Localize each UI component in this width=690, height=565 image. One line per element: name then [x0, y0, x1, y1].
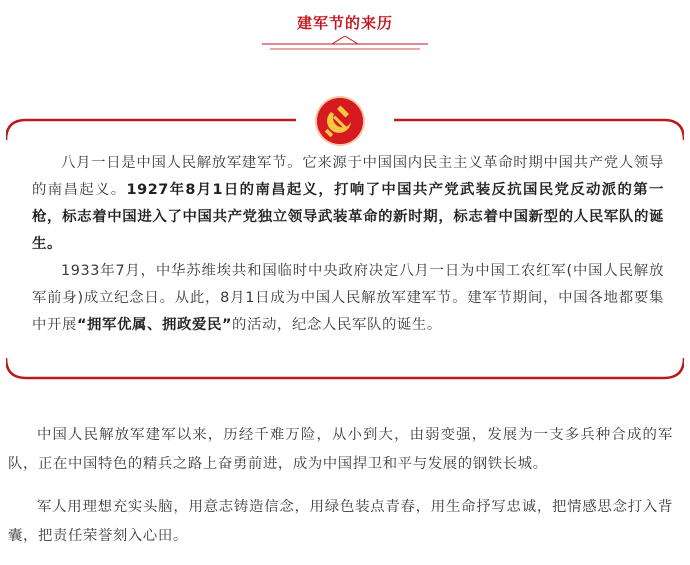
p1-bold-text: 1927年8月1日的南昌起义，打响了中国共产党武装反抗国民党反动派的第一枪，标志着中国进入了中国共产党独立领导武装革命的新时期，标志着中国新型的人民军队的诞生。	[32, 182, 664, 252]
p2-text-end: 的活动，纪念人民军队的诞生。	[232, 317, 442, 333]
paragraph-3: 中国人民解放军建军以来，历经千难万险，从小到大，由弱变强，发展为一支多兵种合成的军队，正在中国特色的精兵之路上奋勇前进，成为中国捍卫和平与发展的钢铁长城。	[8, 427, 673, 472]
paragraph-1	[32, 150, 664, 258]
hammer-and-sickle-icon	[317, 98, 363, 144]
p1-text: 八月一日是中国人民解放军建军节。它来源于中国国内民主主义革命时期中国共产党人领导的南昌起义。	[32, 155, 664, 198]
p2-bold-slogan: “拥军优属、拥政爱民”	[76, 317, 233, 333]
body-text	[8, 421, 673, 565]
card-text	[32, 150, 664, 339]
title-underline-decoration	[262, 36, 428, 52]
section-header	[0, 0, 690, 60]
p2-text: 1933年7月，中华苏维埃共和国临时中央政府决定八月一日为中国工农红军(中国人民解放军前身)成立纪念日。从此，8月1日成为中国人民解放军建军节。建军节期间，中国各地都要集中开展	[32, 263, 664, 333]
paragraph-4: 军人用理想充实头脑，用意志铸造信念，用绿色装点青春，用生命抒写忠诚，把情感思念打入背囊，把责任荣誉刻入心田。	[8, 499, 673, 544]
paragraph-2	[32, 258, 664, 339]
section-title: 建军节的来历	[296, 14, 393, 32]
